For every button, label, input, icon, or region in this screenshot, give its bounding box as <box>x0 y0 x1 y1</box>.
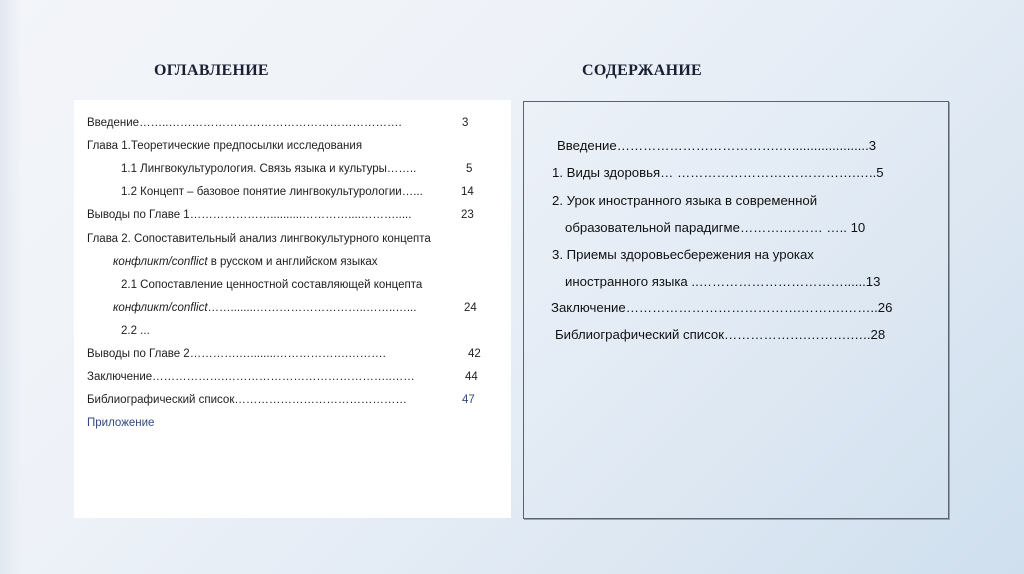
toc-row-2-1-cont <box>113 302 416 314</box>
toc-page-number: 24 <box>464 302 477 314</box>
toc-row-lesson-cont: образовательной парадигме……….……… ….. 10 <box>565 220 866 235</box>
toc-row-text: Выводы по Главе 2………….…........……………….………. <box>87 348 386 360</box>
toc-row-lesson: 2. Урок иностранного языка в современной <box>552 193 818 208</box>
toc-row-text: Библиографический список……………………………………… <box>87 394 407 406</box>
toc-row-techniques-cont: иностранного языка ..……………………………......13 <box>565 274 881 289</box>
toc-row-text: 1.1 Лингвокультурология. Связь языка и культуры…….. <box>121 163 417 175</box>
toc-row-text: 2.1 Сопоставление ценностной составляющей концепта <box>121 279 423 291</box>
toc-row-bibliography <box>87 394 407 406</box>
toc-row-conclusion <box>87 371 415 383</box>
toc-row-techniques: 3. Приемы здоровьесбережения на уроках <box>552 247 814 262</box>
toc-row-bibliography: Библиографический список……………….……….…..28 <box>555 327 886 342</box>
toc-row-conclusion: Заключение………………………………….……….……..26 <box>551 300 893 315</box>
heading-oglavlenie: ОГЛАВЛЕНИЕ <box>154 62 269 79</box>
toc-page-2-1 <box>464 302 477 314</box>
toc-panel-right <box>523 101 949 519</box>
toc-row-introduction: Введение……………………………….….....................3 <box>557 138 877 153</box>
toc-row-chapter-2-cont <box>113 256 378 268</box>
heading-soderzhanie: СОДЕРЖАНИЕ <box>582 62 703 79</box>
toc-page-number: 5 <box>466 163 473 175</box>
toc-row-italic: конфликт/conflict <box>113 256 208 268</box>
toc-row-chapter-1 <box>87 140 362 152</box>
toc-page-conclusions-2 <box>468 348 481 360</box>
toc-row-text: 1.2 Концепт – базовое понятие лингвокультурологии…... <box>121 186 423 198</box>
toc-row-text: Заключение……………….……………………………………..…… <box>87 371 415 383</box>
toc-row-italic: конфликт/conflict <box>113 302 208 314</box>
toc-row-text: ……........………………………..……..…... <box>207 302 417 314</box>
toc-panel-left <box>74 100 511 518</box>
toc-row-text: Приложение <box>87 417 155 429</box>
toc-row-appendix <box>87 417 154 429</box>
toc-row-conclusions-1 <box>87 209 411 221</box>
toc-page-number: 3 <box>462 117 469 129</box>
toc-row-text: Введение……..……………………………………………………. <box>87 117 402 129</box>
toc-page-number: 14 <box>461 186 474 198</box>
toc-row-text: 2.2 ... <box>121 325 150 337</box>
toc-row-text: Глава 2. Сопоставительный анализ лингвокультурного концепта <box>87 233 431 245</box>
toc-row-text: в русском и английском языках <box>207 256 378 268</box>
toc-row-health-types: 1. Виды здоровья… …………………….…………….…..5 <box>552 165 884 180</box>
toc-page-number: 23 <box>461 209 474 221</box>
toc-row-2-1 <box>121 279 422 291</box>
background-strip <box>0 0 22 574</box>
toc-row-text: Глава 1.Теоретические предпосылки исследования <box>87 140 363 152</box>
toc-row-conclusions-2 <box>87 348 386 360</box>
toc-page-conclusions-1 <box>461 209 474 221</box>
toc-page-bibliography <box>462 394 475 406</box>
toc-row-1-2 <box>121 186 423 198</box>
toc-page-1-2 <box>461 186 474 198</box>
toc-page-number: 42 <box>468 348 481 360</box>
toc-page-number: 44 <box>465 371 478 383</box>
toc-row-2-2 <box>121 325 150 337</box>
toc-row-chapter-2 <box>87 233 431 245</box>
toc-row-1-1 <box>121 163 473 175</box>
toc-page-conclusion <box>465 371 478 383</box>
toc-row-text: Выводы по Главе 1…………………..........…………....………..... <box>87 209 412 221</box>
toc-row-introduction <box>87 117 469 129</box>
toc-page-number: 47 <box>462 394 475 406</box>
